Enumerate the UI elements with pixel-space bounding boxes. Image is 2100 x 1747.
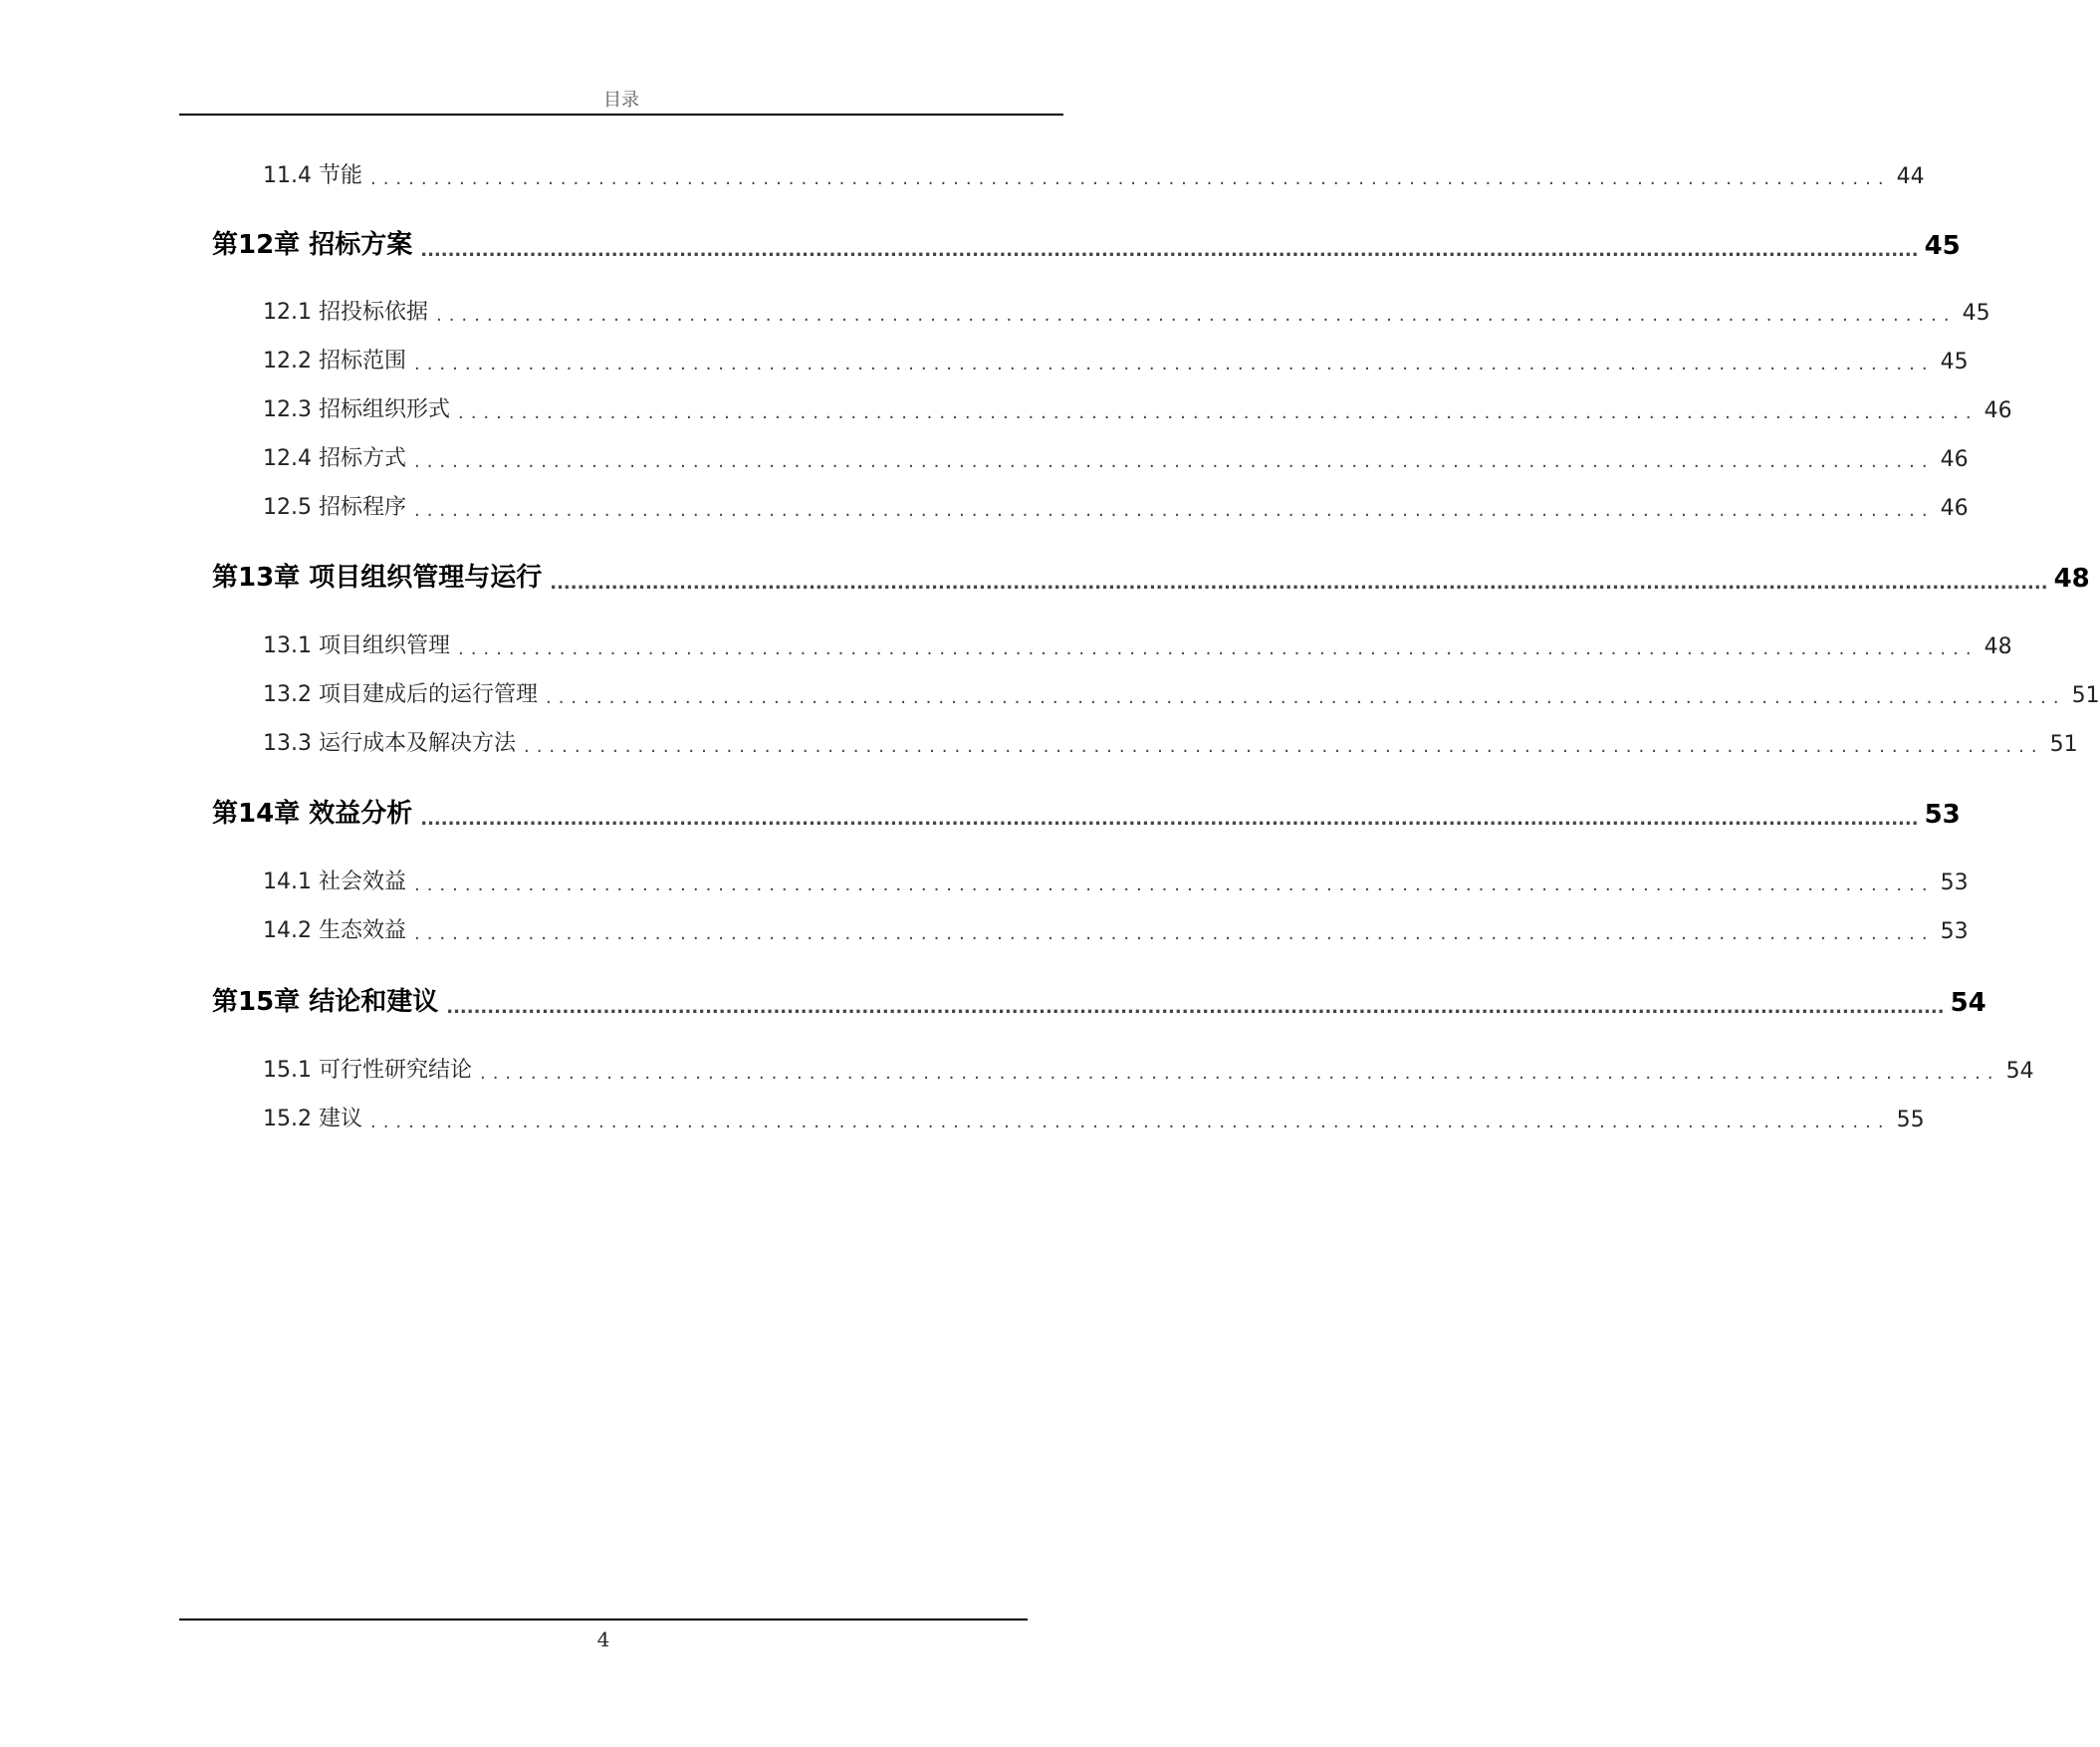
- toc-page-number: 53: [1940, 919, 1969, 944]
- toc-section-11-4[interactable]: [263, 159, 1925, 189]
- toc-entry-label: 15.2 建议: [263, 1107, 362, 1131]
- toc-entry-label: 14.1 社会效益: [263, 870, 406, 894]
- dot-leader: ........................................................................................................................: [413, 923, 1935, 944]
- toc-page-number: 53: [1940, 871, 1969, 895]
- dot-leader: ............................................................................................................................................................................................................................: [446, 997, 1945, 1018]
- toc-section-12-4[interactable]: [263, 442, 1969, 472]
- dot-leader: ........................................................................................................................: [413, 500, 1935, 521]
- dot-leader: ........................................................................................................................: [369, 1112, 1891, 1132]
- toc-chapter-14[interactable]: [212, 796, 1961, 830]
- toc-chapter-13[interactable]: [212, 560, 2090, 594]
- toc-section-12-5[interactable]: [263, 491, 1969, 521]
- toc-entry-label: 13.2 项目建成后的运行管理: [263, 682, 538, 707]
- toc-entry-label: 12.1 招投标依据: [263, 300, 428, 325]
- toc-entry-label: 第14章 效益分析: [212, 799, 413, 829]
- dot-leader: ........................................................................................................................: [413, 874, 1935, 895]
- toc-section-15-2[interactable]: [263, 1103, 1925, 1132]
- toc-entry-label: 第15章 结论和建议: [212, 987, 439, 1017]
- page-header-title: 目录: [603, 90, 639, 111]
- toc-section-13-2[interactable]: [263, 678, 2100, 708]
- dot-leader: ............................................................................................................................................................................................................................: [420, 240, 1919, 261]
- toc-section-13-1[interactable]: [263, 629, 2012, 659]
- dot-leader: ........................................................................................................................: [457, 402, 1979, 423]
- toc-chapter-12[interactable]: [212, 227, 1961, 261]
- dot-leader: ........................................................................................................................: [413, 451, 1935, 472]
- toc-page-number: 53: [1924, 800, 1961, 830]
- toc-page-number: 54: [2005, 1059, 2034, 1084]
- toc-section-12-2[interactable]: [263, 345, 1969, 374]
- toc-page-number: 45: [1940, 350, 1969, 374]
- dot-leader: ............................................................................................................................................................................................................................: [420, 809, 1919, 830]
- toc-section-13-3[interactable]: [263, 727, 2078, 757]
- page-number: 4: [596, 1627, 610, 1651]
- toc-entry-label: 13.3 运行成本及解决方法: [263, 731, 516, 756]
- toc-entry-label: 12.2 招标范围: [263, 349, 406, 374]
- toc-page-number: 48: [1983, 634, 2012, 659]
- toc-entry-label: 12.5 招标程序: [263, 495, 406, 520]
- toc-page-number: 45: [1924, 231, 1961, 261]
- dot-leader: ........................................................................................................................: [523, 736, 2044, 757]
- toc-section-12-3[interactable]: [263, 393, 2012, 423]
- toc-entry-label: 第12章 招标方案: [212, 230, 413, 260]
- toc-entry-label: 11.4 节能: [263, 163, 362, 188]
- toc-entry-label: 13.1 项目组织管理: [263, 633, 450, 658]
- dot-leader: ........................................................................................................................: [479, 1063, 2000, 1084]
- dot-leader: ........................................................................................................................: [435, 305, 1957, 326]
- toc-entry-label: 12.4 招标方式: [263, 446, 406, 471]
- header-divider: [179, 114, 1063, 116]
- toc-page-number: 46: [1940, 447, 1969, 472]
- dot-leader: ........................................................................................................................: [457, 638, 1979, 659]
- toc-page-number: 44: [1896, 164, 1925, 189]
- toc-page-number: 46: [1983, 398, 2012, 423]
- toc-section-14-2[interactable]: [263, 914, 1969, 944]
- toc-section-12-1[interactable]: [263, 296, 1990, 326]
- dot-leader: ........................................................................................................................: [369, 168, 1891, 189]
- toc-page-number: 46: [1940, 496, 1969, 521]
- dot-leader: ........................................................................................................................: [413, 354, 1935, 374]
- toc-page-number: 51: [2071, 683, 2100, 708]
- toc-entry-label: 15.1 可行性研究结论: [263, 1058, 472, 1083]
- toc-page-number: 45: [1962, 301, 1990, 326]
- toc-entry-label: 14.2 生态效益: [263, 918, 406, 943]
- toc-page-number: 48: [2053, 564, 2090, 594]
- toc-entry-label: 12.3 招标组织形式: [263, 397, 450, 422]
- toc-page-number: 54: [1950, 988, 1986, 1018]
- toc-chapter-15[interactable]: [212, 984, 1986, 1018]
- toc-section-14-1[interactable]: [263, 866, 1969, 895]
- toc-entry-label: 第13章 项目组织管理与运行: [212, 563, 543, 593]
- dot-leader: ............................................................................................................................................................................................................................: [550, 573, 2048, 594]
- toc-page-number: 51: [2049, 732, 2078, 757]
- toc-section-15-1[interactable]: [263, 1054, 2034, 1084]
- dot-leader: ........................................................................................................................: [545, 687, 2066, 708]
- footer-divider: [179, 1619, 1028, 1621]
- toc-page-number: 55: [1896, 1108, 1925, 1132]
